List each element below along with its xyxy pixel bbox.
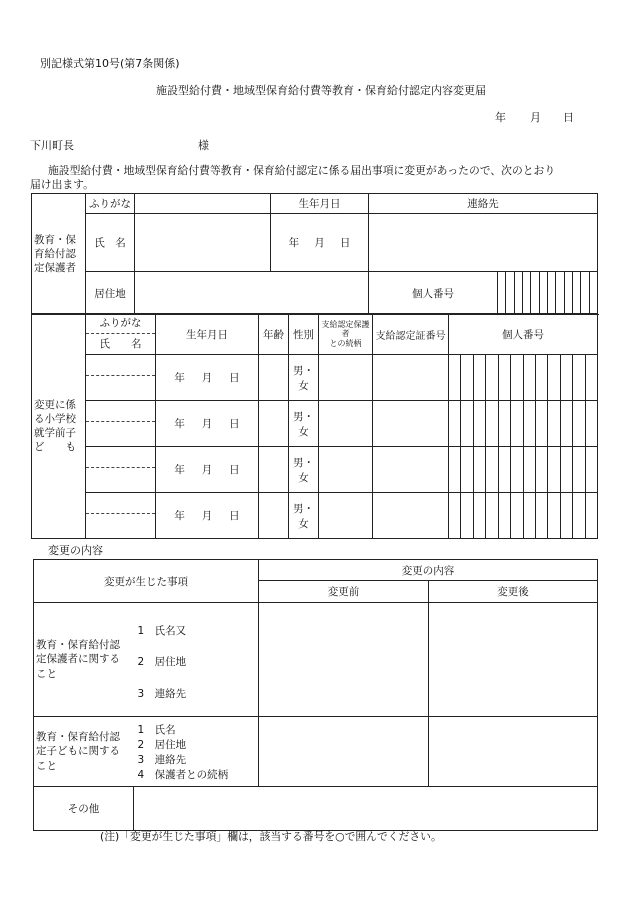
changes-after-header: 変更後 xyxy=(429,581,598,603)
date-month-label: 月 xyxy=(530,111,541,124)
children-cert-number-header: 支給認定証番号 xyxy=(373,314,449,355)
children-furigana-label: ふりがな xyxy=(99,317,142,329)
child-cert-number-field[interactable] xyxy=(373,355,449,401)
child-sex-field[interactable]: 男・女 xyxy=(289,355,319,401)
date-day-label: 日 xyxy=(563,111,574,124)
guardian-name-label: 氏 名 xyxy=(86,214,135,272)
child-age-field[interactable] xyxy=(259,447,289,493)
intro-text-line2: 届け出ます。 xyxy=(30,178,94,191)
children-name-label: 氏 名 xyxy=(86,333,155,354)
changes-other-field[interactable] xyxy=(134,787,598,831)
child-relation-field[interactable] xyxy=(319,355,373,401)
child-name-field[interactable] xyxy=(86,355,156,401)
child-name-field[interactable] xyxy=(86,401,156,447)
child-cert-number-field[interactable] xyxy=(373,493,449,539)
child-sex-field[interactable]: 男・女 xyxy=(289,401,319,447)
guardian-furigana-field[interactable] xyxy=(135,194,271,214)
child-row xyxy=(32,401,598,447)
changes-child-label: 教育・保育給付認 定子どもに関する こと xyxy=(34,717,134,787)
guardian-personal-number-boxes[interactable] xyxy=(498,272,597,314)
children-section-label: 変更に係 る小学校 就学前子 ど も xyxy=(32,314,86,539)
date-year-label: 年 xyxy=(495,111,506,124)
changes-guardian-label: 教育・保育給付認 定保護者に関する こと xyxy=(34,603,134,717)
changes-other-label: その他 xyxy=(34,787,134,831)
child-birthdate-field[interactable]: 年 月 日 xyxy=(156,493,259,539)
guardian-address-field[interactable] xyxy=(135,272,369,315)
child-personal-number-boxes[interactable] xyxy=(449,401,598,447)
guardian-birthdate-field[interactable]: 年 月 日 xyxy=(271,214,369,272)
changes-child-after[interactable] xyxy=(429,717,598,787)
children-relation-header: 支給認定保護者 との続柄 xyxy=(319,314,373,355)
footer-note: (注)「変更が生じた事項」欄は，該当する番号を○で囲んでください。 xyxy=(100,830,442,843)
guardian-birthdate-header: 生年月日 xyxy=(271,194,369,214)
child-personal-number-boxes[interactable] xyxy=(449,447,598,493)
form-reference: 別記様式第10号(第7条関係) xyxy=(40,57,180,70)
changes-before-header: 変更前 xyxy=(259,581,429,603)
guardian-contact-header: 連絡先 xyxy=(369,194,598,214)
children-age-header: 年齢 xyxy=(259,314,289,355)
changes-child-items[interactable]: 1 氏名 2 居住地 3 連絡先 4 保護者との続柄 xyxy=(134,717,259,787)
child-row xyxy=(32,355,598,401)
child-age-field[interactable] xyxy=(259,355,289,401)
honorific: 様 xyxy=(198,139,209,152)
children-sex-header: 性別 xyxy=(289,314,319,355)
child-sex-field[interactable]: 男・女 xyxy=(289,447,319,493)
child-sex-field[interactable]: 男・女 xyxy=(289,493,319,539)
guardian-address-label: 居住地 xyxy=(86,272,135,315)
changes-item-header: 変更が生じた事項 xyxy=(34,560,259,603)
child-relation-field[interactable] xyxy=(319,493,373,539)
changes-section-title: 変更の内容 xyxy=(48,544,103,557)
changes-content-header: 変更の内容 xyxy=(259,560,598,581)
child-age-field[interactable] xyxy=(259,493,289,539)
changes-guardian-items[interactable]: 1 氏名又 2 居住地 3 連絡先 xyxy=(134,603,259,717)
child-personal-number-boxes[interactable] xyxy=(449,355,598,401)
changes-guardian-after[interactable] xyxy=(429,603,598,717)
changes-table xyxy=(33,559,598,831)
guardian-table xyxy=(31,193,598,315)
children-birthdate-header: 生年月日 xyxy=(156,314,259,355)
guardian-contact-field[interactable] xyxy=(369,214,598,272)
child-relation-field[interactable] xyxy=(319,447,373,493)
intro-text-line1: 施設型給付費・地域型保育給付費等教育・保育給付認定に係る届出事項に変更があったので、次のとおり xyxy=(48,164,556,177)
addressee: 下川町長 xyxy=(30,139,74,152)
guardian-furigana-label: ふりがな xyxy=(86,194,135,214)
child-row xyxy=(32,493,598,539)
child-birthdate-field[interactable]: 年 月 日 xyxy=(156,355,259,401)
child-cert-number-field[interactable] xyxy=(373,447,449,493)
child-cert-number-field[interactable] xyxy=(373,401,449,447)
guardian-section-label: 教育・保 育給付認 定保護者 xyxy=(32,194,86,315)
child-row xyxy=(32,447,598,493)
child-age-field[interactable] xyxy=(259,401,289,447)
child-birthdate-field[interactable]: 年 月 日 xyxy=(156,447,259,493)
changes-guardian-before[interactable] xyxy=(259,603,429,717)
children-personal-number-header: 個人番号 xyxy=(449,314,598,355)
child-name-field[interactable] xyxy=(86,493,156,539)
child-birthdate-field[interactable]: 年 月 日 xyxy=(156,401,259,447)
changes-child-before[interactable] xyxy=(259,717,429,787)
child-relation-field[interactable] xyxy=(319,401,373,447)
children-table xyxy=(31,313,598,539)
child-name-field[interactable] xyxy=(86,447,156,493)
form-title: 施設型給付費・地域型保育給付費等教育・保育給付認定内容変更届 xyxy=(156,84,486,97)
child-personal-number-boxes[interactable] xyxy=(449,493,598,539)
guardian-name-field[interactable] xyxy=(135,214,271,272)
guardian-personal-number-label: 個人番号 xyxy=(369,272,498,314)
